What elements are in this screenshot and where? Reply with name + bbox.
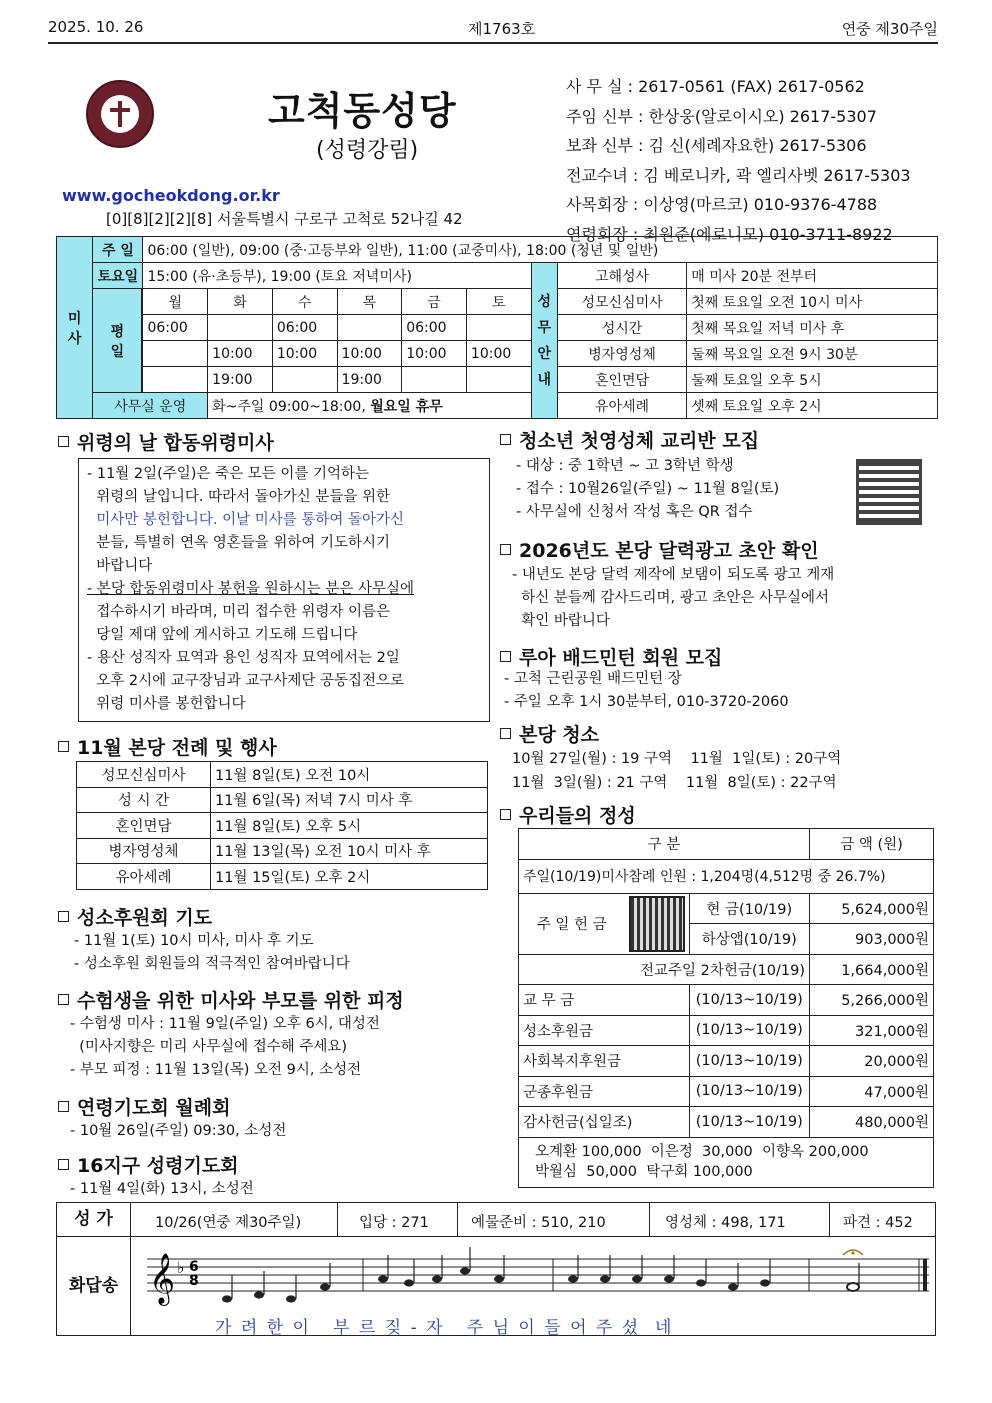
district-body [70,1178,254,1201]
contact-yeonryeong: 연령회장 : 최원준(에로니모) 010-3711-8922 [566,224,893,244]
badminton-line: - 주일 오후 1시 30분부터, 010-3720-2060 [504,694,789,710]
yeonryeong-body [70,1120,286,1143]
calendar-line: 확인 바랍니다 [512,613,610,629]
sacrament-time: 둘째 목요일 오전 9시 30분 [687,341,938,367]
exam-heading [58,986,404,1013]
saturday-label: 토요일 [93,263,143,289]
mass-schedule-table [56,236,938,419]
fin-amount: 1,664,000원 [810,954,934,985]
issue-date: 2025. 10. 26 [48,18,144,36]
donors-line: 오계환 100,000 이은정 30,000 이향옥 200,000 [535,1144,869,1160]
weekday-cell: 06:00 [272,315,337,341]
support-line: - 성소후원 회원들의 적극적인 참여바랍니다 [74,956,350,972]
youth-heading [500,426,759,453]
exam-title: 수험생을 위한 미사와 부모를 위한 피정 [77,990,404,1012]
sunday-collection-label: 주 일 헌 금 [519,893,625,954]
fin-item: 군종후원금 [519,1076,690,1107]
fin-period: (10/13~10/19) [689,1046,810,1077]
sacrament-time: 첫째 목요일 저녁 미사 후 [687,315,938,341]
calendar-line: - 내년도 본당 달력 제작에 보탬이 되도록 광고 게재 [512,567,835,583]
fin-header-category: 구 분 [519,829,810,860]
svg-text:8: 8 [189,1273,199,1289]
support-title: 성소후원회 기도 [77,907,213,929]
office-hours-text: 화~주일 09:00~18:00, [212,398,371,415]
psalm-staff [137,1245,933,1313]
fin-item: 하상앱(10/19) [689,924,810,955]
cleaning-title: 본당 청소 [519,724,600,746]
weekday-cell [272,367,337,393]
weekday-cell [143,367,208,393]
memorial-line: 오후 2시에 교구장님과 교구사제단 공동집전으로 [87,673,405,689]
sacrament-name: 혼인면담 [557,367,686,393]
fin-period: (10/13~10/19) [689,1107,810,1138]
songs-date: 10/26(연중 제30주일) [155,1215,302,1231]
fin-item: 현 금(10/19) [689,893,810,924]
exam-line: - 수험생 미사 : 11월 9일(주일) 오후 6시, 대성전 [70,1016,380,1032]
song-offertory: 예물준비 : 510, 210 [471,1215,606,1231]
sacrament-name: 유아세례 [557,393,686,419]
fin-amount: 47,000원 [810,1076,934,1107]
songs-row [57,1203,935,1237]
cleaning-heading [500,720,599,747]
day-sat: 토 [466,289,531,315]
contact-assistant: 보좌 신부 : 김 신(세례자요한) 2617-5306 [566,136,867,155]
contact-council: 사목회장 : 이상영(마르코) 010-9376-4788 [566,195,878,214]
weekday-cell: 06:00 [143,315,208,341]
svg-text:6: 6 [189,1259,199,1275]
sacrament-time: 첫째 토요일 오전 10시 미사 [687,289,938,315]
day-tue: 화 [208,289,273,315]
weekday-cell [208,315,273,341]
badminton-body [504,668,789,714]
office-label: 사무실 운영 [93,393,208,419]
sacrament-time: 셋째 토요일 오후 2시 [687,393,938,419]
badminton-heading [500,643,722,670]
top-line [48,18,938,40]
weekday-cell: 10:00 [466,341,531,367]
weekday-cell: 19:00 [337,367,402,393]
memorial-heading [58,428,274,455]
memorial-box [78,458,490,722]
fin-amount: 5,624,000원 [810,893,934,924]
support-body [74,930,350,976]
memorial-line: - 11월 2일(주일)은 죽은 모든 이를 기억하는 [87,466,369,482]
calendar-line: 하신 분들께 감사드리며, 광고 초안은 사무실에서 [512,590,830,606]
contact-pastor: 주임 신부 : 한상웅(알로이시오) 2617-5307 [566,106,877,126]
memorial-line: 바랍니다 [87,558,153,574]
mass-side-label: 미사 [57,237,93,419]
attendance-row: 주일(10/19)미사참례 인원 : 1,204명(4,512명 중 26.7%) [519,859,934,893]
youth-line: - 사무실에 신청서 작성 혹은 QR 접수 [516,504,753,520]
songs-box [56,1202,936,1336]
offering-title: 우리들의 정성 [519,805,636,827]
event-name: 유아세례 [77,864,211,890]
offering-heading [500,801,636,828]
fin-amount: 480,000원 [810,1107,934,1138]
song-entrance: 입당 : 271 [359,1215,429,1231]
sacrament-time: 둘째 토요일 오후 5시 [687,367,938,393]
donors-line: 박월심 50,000 탁구회 100,000 [535,1164,753,1180]
office-hours [208,393,531,419]
memorial-line: 위령 미사를 봉헌합니다 [87,696,246,712]
church-seal-icon [86,80,154,148]
event-time: 11월 6일(목) 저녁 7시 미사 후 [211,787,488,813]
support-line: - 11월 1(토) 10시 미사, 미사 후 기도 [74,933,314,949]
contact-sisters: 전교수녀 : 김 베로니카, 곽 엘리사벳 2617-5303 [566,165,911,185]
event-name: 성 시 간 [77,787,211,813]
sunday-label: 주 일 [93,237,143,263]
sacrament-side-label: 성무안내 [531,263,557,419]
sacrament-name: 성모신심미사 [557,289,686,315]
liturgical-season: 연중 제30주일 [841,20,938,38]
memorial-line: 접수하시기 바라며, 미리 접수한 위령자 이름은 [87,604,391,620]
sacrament-time: 매 미사 20분 전부터 [687,263,938,289]
yeonryeong-title: 연령기도회 월례회 [77,1097,231,1119]
fin-item: 사회복지후원금 [519,1046,690,1077]
memorial-line: - 용산 성직자 묘역과 용인 성직자 묘역에서는 2일 [87,650,400,666]
website-link[interactable]: www.gocheokdong.or.kr [62,186,280,205]
memorial-line: 위령의 날입니다. 따라서 돌아가신 분들을 위한 [87,489,391,505]
day-fri: 금 [402,289,467,315]
yeonryeong-line: - 10월 26일(주일) 09:30, 소성전 [70,1123,287,1139]
fin-amount: 903,000원 [810,924,934,955]
fin-amount: 321,000원 [810,1015,934,1046]
district-line: - 11월 4일(화) 13시, 소성전 [70,1181,254,1197]
office-closed: 월요일 휴무 [370,398,443,415]
event-name: 성모신심미사 [77,762,211,788]
exam-body [70,1013,380,1082]
event-time: 11월 8일(토) 오전 10시 [211,762,488,788]
fin-amount: 20,000원 [810,1046,934,1077]
psalm-label: 화답송 [57,1237,131,1336]
weekday-cell [337,315,402,341]
event-name: 혼인면담 [77,813,211,839]
qr-code-icon[interactable] [629,896,685,952]
youth-title: 청소년 첫영성체 교리반 모집 [519,430,760,452]
memorial-line: 분들, 특별히 연옥 영혼들을 위하여 기도하시기 [87,535,391,551]
day-mon: 월 [143,289,208,315]
contact-list [566,72,911,249]
treble-clef-icon: 𝄞 [149,1253,176,1304]
fin-item: 교 무 금 [519,985,690,1016]
weekday-cell [466,367,531,393]
saturday-times: 15:00 (유·초등부), 19:00 (토요 저녁미사) [143,263,531,289]
weekday-cell: 10:00 [208,341,273,367]
calendar-heading [500,536,819,563]
event-name: 병자영성체 [77,838,211,864]
calendar-title: 2026년도 본당 달력광고 초안 확인 [519,540,819,562]
memorial-line: 미사만 봉헌합니다. 이날 미사를 통하여 돌아가신 [87,512,405,528]
memorial-line: 당일 제대 앞에 게시하고 기도해 드립니다 [87,627,358,643]
weekday-label: 평일 [93,289,142,393]
event-time: 11월 15일(토) 오후 2시 [211,864,488,890]
offering-table [518,828,934,1188]
district-heading [58,1151,239,1178]
event-time: 11월 13일(목) 오전 10시 미사 후 [211,838,488,864]
sacrament-name: 병자영성체 [557,341,686,367]
weekday-cell [143,341,208,367]
weekday-cell: 06:00 [402,315,467,341]
sacrament-name: 고해성사 [557,263,686,289]
top-rule [48,42,938,44]
church-subtitle: (성령강림) [316,138,419,163]
weekday-cell: 10:00 [272,341,337,367]
song-dismissal: 파견 : 452 [843,1215,913,1231]
cleaning-line: 11월 3일(월) : 21 구역 11월 8일(토) : 22구역 [512,775,837,791]
church-name: 고척동성당 [268,89,457,133]
youth-line: - 접수 : 10월26일(주일) ~ 11월 8일(토) [516,481,780,497]
exam-line: - 부모 피정 : 11월 13일(목) 오전 9시, 소성전 [70,1062,362,1078]
support-heading [58,903,212,930]
song-communion: 영성체 : 498, 171 [665,1215,786,1231]
address: [0][8][2][2][8] 서울특별시 구로구 고척로 52나길 42 [106,210,463,228]
november-title: 11월 본당 전례 및 행사 [77,737,277,759]
sunday-times: 06:00 (일반), 09:00 (중·고등부와 일반), 11:00 (교중미사), 18:00 (청년 및 일반) [143,237,938,263]
november-heading [58,733,277,760]
fin-item: 성소후원금 [519,1015,690,1046]
psalm-lyrics: 가 려 한 이 부 르 짖 - 자 주 님 이 들 어 주 셨 네 [215,1318,674,1338]
fin-amount: 5,266,000원 [810,985,934,1016]
badminton-title: 루아 배드민턴 회원 모집 [519,647,723,669]
issue-number: 제1763호 [468,20,536,38]
flat-icon: ♭ [177,1258,185,1277]
fin-period: (10/13~10/19) [689,985,810,1016]
fin-header-amount: 금 액 (원) [810,829,934,860]
november-table [76,761,488,890]
contact-office: 사 무 실 : 2617-0561 (FAX) 2617-0562 [566,77,865,96]
weekday-cell: 10:00 [402,341,467,367]
calendar-body [512,564,834,633]
event-time: 11월 8일(토) 오후 5시 [211,813,488,839]
weekday-cell: 10:00 [337,341,402,367]
yeonryeong-heading [58,1093,230,1120]
youth-line: - 대상 : 중 1학년 ~ 고 3학년 학생 [516,458,734,474]
weekday-cell [402,367,467,393]
donors-cell [519,1137,934,1187]
sacrament-name: 성시간 [557,315,686,341]
fin-item: 감사헌금(십일조) [519,1107,690,1138]
youth-body [516,455,779,524]
cleaning-body [512,747,841,795]
memorial-line: - 본당 합동위령미사 봉헌을 원하시는 분은 사무실에 [87,581,415,597]
songs-label: 성 가 [57,1203,131,1236]
day-thu: 목 [337,289,402,315]
fin-period: (10/13~10/19) [689,1015,810,1046]
badminton-line: - 고척 근린공원 배드민턴 장 [504,671,682,687]
memorial-title: 위령의 날 합동위령미사 [77,432,274,454]
fin-item: 전교주일 2차헌금(10/19) [519,954,810,985]
day-wed: 수 [272,289,337,315]
weekday-cell: 19:00 [208,367,273,393]
qr-code-icon[interactable] [856,459,922,525]
fin-period: (10/13~10/19) [689,1076,810,1107]
exam-line: (미사지향은 미리 사무실에 접수해 주세요) [70,1039,348,1055]
cleaning-line: 10월 27일(월) : 19 구역 11월 1일(토) : 20구역 [512,751,842,767]
weekday-cell [466,315,531,341]
district-title: 16지구 성령기도회 [77,1155,239,1177]
